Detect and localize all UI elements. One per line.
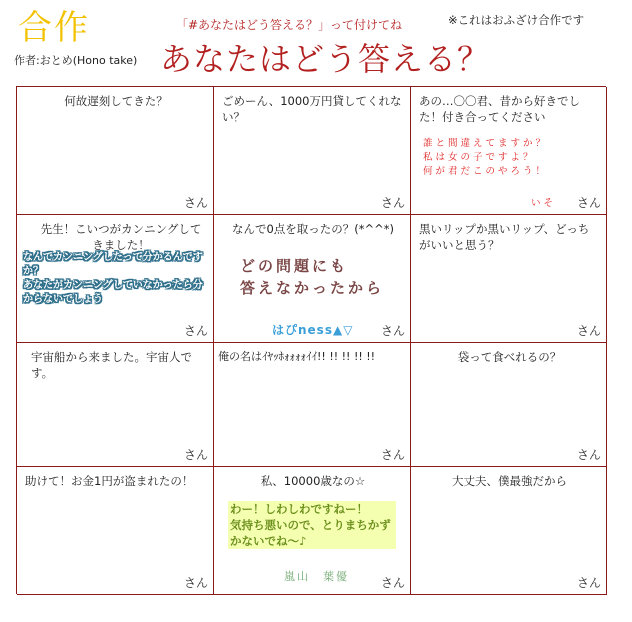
- grid-cell-2: [214, 87, 411, 215]
- san-label: さん: [380, 576, 405, 590]
- san-label: さん: [576, 576, 601, 590]
- question-text: なんで0点を取ったの？(*^^*): [231, 222, 395, 236]
- grid-cell-10: [17, 467, 214, 595]
- grid-cell-12: [411, 467, 607, 595]
- question-text: 俺の名はｲﾔｯﾎｫｫｫｫｲｲ!! !! !! !! !!: [218, 350, 376, 363]
- san-label: さん: [183, 324, 208, 338]
- question-text: 宇宙船から来ました。宇宙人です。: [31, 350, 192, 380]
- answer-text: 誰と間違えてますか？ 私は女の子ですよ？ 何が君だこのやろう！: [423, 138, 549, 177]
- question-text: 袋って食べれるの？: [457, 350, 562, 364]
- san-label: さん: [380, 324, 405, 338]
- answer-signature: 嵐山 葉優: [284, 570, 349, 583]
- san-label: さん: [380, 448, 405, 462]
- author-label: 作者:おとめ(Hono take): [14, 54, 138, 67]
- grid-cell-7: [17, 343, 214, 467]
- grid-cell-6: [411, 215, 607, 343]
- question-text: 先生！こいつがカンニングしてきました！: [40, 222, 202, 252]
- page-title: あなたはどう答える？: [160, 40, 491, 78]
- grid-cell-4: [17, 215, 214, 343]
- question-text: 大丈夫、僕最強だから: [452, 474, 567, 488]
- question-text: あの…〇〇君、昔から好きでした！付き合ってください: [419, 94, 580, 124]
- joke-note: ※これはおふざけ合作です: [448, 13, 585, 27]
- answer-signature: いそ: [531, 198, 557, 209]
- san-label: さん: [576, 196, 601, 210]
- grid-cell-1: [17, 87, 214, 215]
- grid-cell-5: [214, 215, 411, 343]
- question-text: 黒いリップか黒いリップ、どっちがいいと思う？: [419, 222, 590, 252]
- grid-cell-11: [214, 467, 411, 595]
- san-label: さん: [380, 196, 405, 210]
- san-label: さん: [183, 448, 208, 462]
- san-label: さん: [576, 324, 601, 338]
- grid-cell-8: [214, 343, 411, 467]
- gassaku-title: 合作: [18, 8, 90, 48]
- san-label: さん: [183, 196, 208, 210]
- question-text: 私、10000歳なの☆: [260, 474, 366, 488]
- question-text: 助けて！お金1円が盗まれたの！: [25, 474, 194, 488]
- answer-text: わー！しわしわですねー！ 気持ち悪いので、とりまちかずかないでね〜♪: [228, 501, 396, 549]
- hashtag-instruction: 「#あなたはどう答える？」って付けてね: [176, 18, 403, 32]
- answer-text: どの問題にも 答えなかったから: [240, 257, 385, 297]
- san-label: さん: [576, 448, 601, 462]
- question-text: 何故遅刻してきた？: [64, 94, 168, 108]
- question-text: ごめーん、1000万円貸してくれない？: [222, 94, 402, 124]
- grid-cell-3: [411, 87, 607, 215]
- answer-grid: [16, 86, 606, 594]
- answer-text: なんでカンニングしたって分かるんですか？ あなたがカンニングしていなかったら分からないでしょう: [23, 252, 203, 305]
- answer-signature: はぴness▲▽: [272, 323, 354, 337]
- san-label: さん: [183, 576, 208, 590]
- grid-cell-9: [411, 343, 607, 467]
